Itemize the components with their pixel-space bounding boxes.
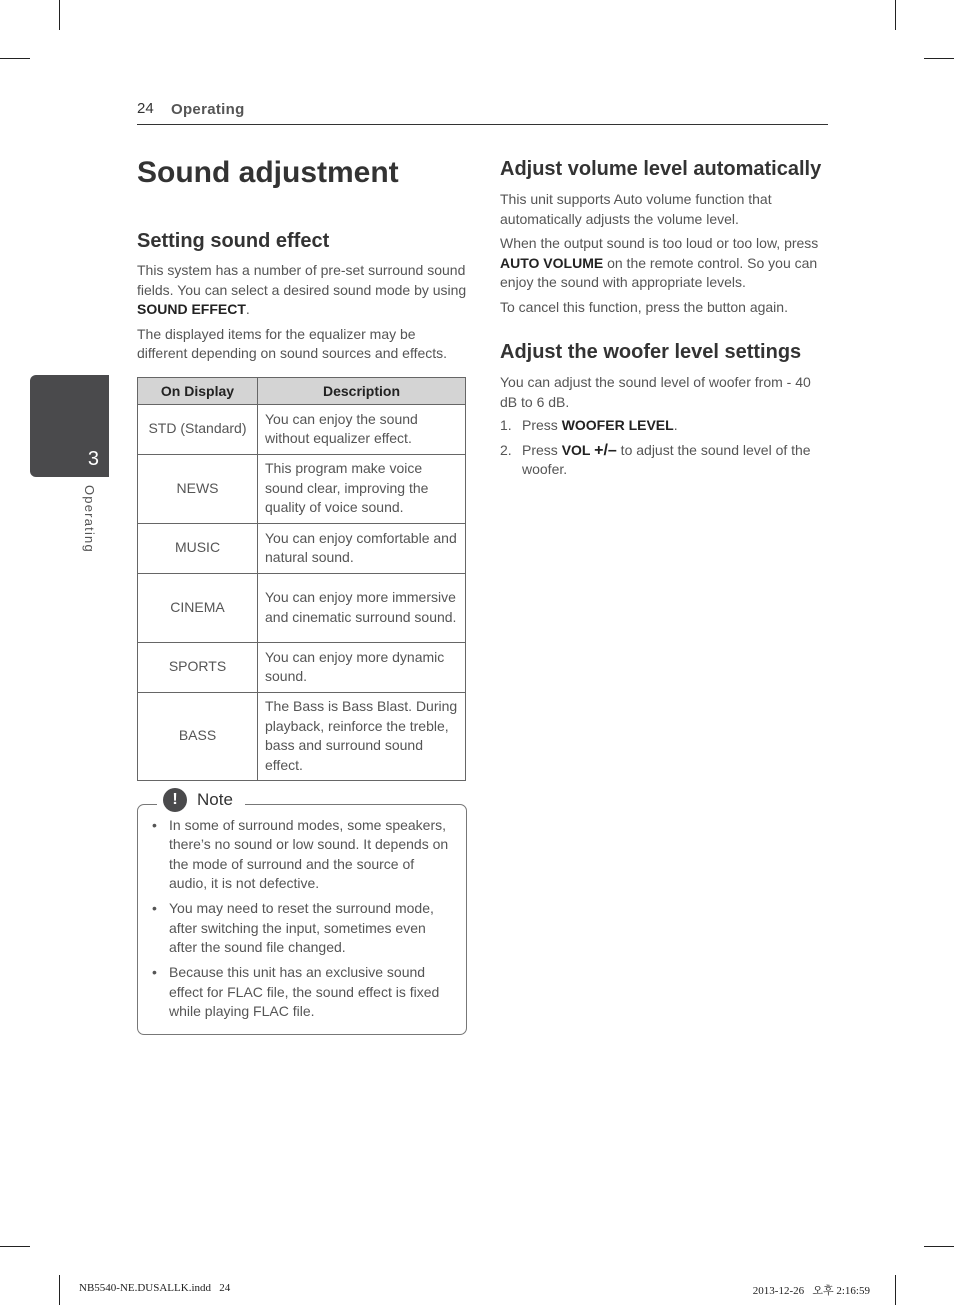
display-cell: MUSIC — [138, 523, 258, 573]
step-number: 2. — [500, 441, 512, 458]
column-header-description: Description — [258, 377, 466, 404]
table-row — [138, 404, 466, 454]
crop-mark — [0, 1246, 30, 1247]
text: . — [673, 417, 678, 433]
crop-mark — [0, 58, 30, 59]
note-box — [137, 789, 467, 1035]
bold-text: WOOFER LEVEL — [561, 417, 674, 433]
display-cell: SPORTS — [138, 642, 258, 692]
woofer-steps — [500, 416, 830, 480]
text: Press — [522, 441, 562, 458]
equalizer-table — [137, 377, 466, 781]
crop-mark — [59, 0, 60, 30]
text: This system has a number of pre-set surround sound fields. You can select a desired sound mode by using — [137, 262, 467, 298]
crop-mark — [895, 0, 896, 30]
display-cell: STD (Standard) — [138, 404, 258, 454]
table-row — [138, 523, 466, 573]
chapter-tab — [30, 375, 109, 477]
description-cell: You can enjoy more dynamic sound. — [258, 642, 466, 692]
left-column — [137, 150, 467, 1035]
list-item — [500, 441, 830, 480]
bold-text: VOL — [561, 441, 595, 458]
text: on the remote control. So you can enjoy the sound with appropriate levels. — [500, 254, 818, 290]
display-cell: NEWS — [138, 454, 258, 523]
note-header — [157, 788, 245, 812]
page-header — [137, 100, 828, 125]
text: to adjust the sound level of the woofer. — [522, 441, 811, 477]
crop-mark — [924, 58, 954, 59]
page-number: 24 — [137, 100, 154, 117]
sound-effect-intro — [137, 261, 467, 320]
chapter-label — [81, 485, 101, 565]
section-heading-woofer: Adjust the woofer level settings — [500, 341, 802, 363]
footer-timestamp: 2013-12-26 오후 2:16:59 — [752, 1285, 870, 1297]
exclamation-icon: ! — [163, 788, 187, 812]
bold-text: AUTO VOLUME — [500, 254, 604, 271]
table-row — [138, 642, 466, 692]
step-number: 1. — [500, 417, 512, 433]
auto-volume-para1: This unit supports Auto volume function that automatically adjusts the volume level. — [500, 191, 772, 227]
crop-mark — [59, 1275, 60, 1305]
list-item — [500, 416, 830, 436]
table-header-row — [138, 377, 466, 404]
text: Press — [522, 417, 562, 433]
crop-mark — [895, 1275, 896, 1305]
text: . — [245, 301, 250, 317]
section-heading-sound-effect: Setting sound effect — [137, 230, 330, 252]
right-column — [500, 155, 830, 485]
note-title: Note — [197, 789, 233, 809]
chapter-number: 3 — [87, 448, 99, 470]
description-cell: This program make voice sound clear, improving the quality of voice sound. — [258, 454, 466, 523]
auto-volume-para2 — [500, 234, 830, 293]
section-heading-auto-volume: Adjust volume level automatically — [500, 158, 822, 180]
table-row — [138, 573, 466, 642]
table-row — [138, 692, 466, 780]
header-section: Operating — [171, 101, 245, 118]
chapter-label-text: Operating — [82, 485, 97, 553]
description-cell: You can enjoy more immersive and cinematic surround sound. — [258, 573, 466, 642]
list-item: • You may need to reset the surround mode, after switching the input, sometimes even after the sound file changed. — [152, 899, 454, 958]
description-cell: The Bass is Bass Blast. During playback, reinforce the treble, bass and surround sound effect. — [258, 692, 466, 780]
auto-volume-para3: To cancel this function, press the button again. — [500, 298, 788, 315]
page-title: Sound adjustment — [137, 156, 399, 189]
table-row — [138, 454, 466, 523]
display-cell: CINEMA — [138, 573, 258, 642]
description-cell: You can enjoy comfortable and natural sound. — [258, 523, 466, 573]
crop-mark — [924, 1246, 954, 1247]
list-item: • In some of surround modes, some speakers, there’s no sound or low sound. It depends on the mode of surround and the source of audio, it is not defective. — [152, 816, 454, 894]
plus-minus-symbol: +/– — [594, 441, 617, 459]
text: When the output sound is too loud or too low, press — [500, 235, 819, 251]
description-cell: You can enjoy the sound without equalizer effect. — [258, 404, 466, 454]
display-cell: BASS — [138, 692, 258, 780]
footer-file-info: NB5540-NE.DUSALLK.indd 24 — [79, 1282, 231, 1294]
note-list — [152, 816, 454, 1022]
list-item: • Because this unit has an exclusive sound effect for FLAC file, the sound effect is fixed while playing FLAC file. — [152, 963, 454, 1022]
woofer-intro: You can adjust the sound level of woofer from - 40 dB to 6 dB. — [500, 374, 811, 410]
bold-text: SOUND EFFECT — [137, 301, 246, 317]
sound-effect-note: The displayed items for the equalizer may be different depending on sound sources and effects. — [137, 325, 448, 361]
column-header-display: On Display — [138, 377, 258, 404]
